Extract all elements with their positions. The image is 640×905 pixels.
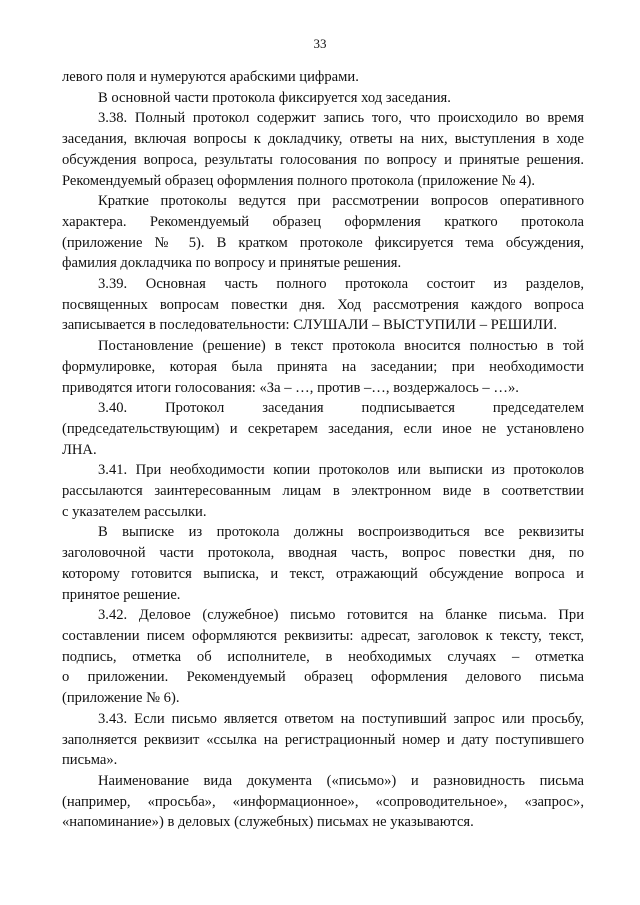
body-text <box>62 67 584 833</box>
text-line: 3.42. Деловое (служебное) письмо готовится на бланке письма. При <box>98 607 584 624</box>
paragraph-p-3-38 <box>62 108 584 191</box>
text-line: 3.40. Протокол заседания подписывается председателем <box>98 400 584 417</box>
text-line: ЛНА. <box>62 441 97 458</box>
text-line: 3.38. Полный протокол содержит запись того, что происходило во время <box>98 110 584 127</box>
paragraph-p-cont <box>62 67 584 88</box>
text-line: обсуждения вопроса, результаты голосования по вопросу и принятые решения. <box>62 151 584 168</box>
text-line: 3.43. Если письмо является ответом на поступивший запрос или просьбу, <box>98 710 584 727</box>
text-line: принятое решение. <box>62 586 181 603</box>
text-line: посвященных вопросам повестки дня. Ход рассмотрения каждого вопроса <box>62 296 584 313</box>
text-line: характера. Рекомендуемый образец оформления краткого протокола <box>62 213 584 230</box>
text-line: «напоминание») в деловых (служебных) письмах не указываются. <box>62 814 474 831</box>
text-line: В выписке из протокола должны воспроизводиться все реквизиты <box>98 524 584 541</box>
paragraph-p-decision <box>62 336 584 398</box>
paragraph-p-extract <box>62 522 584 605</box>
text-line: Наименование вида документа («письмо») и разновидность письма <box>98 772 584 789</box>
text-line: фамилия докладчика по вопросу и принятые решения. <box>62 255 402 272</box>
text-line: рассылаются заинтересованным лицам в электронном виде в соответствии <box>62 483 584 500</box>
text-line: (приложение № 6). <box>62 690 180 707</box>
text-line: Рекомендуемый образец оформления полного протокола (приложение № 4). <box>62 172 536 189</box>
paragraph-p-3-41 <box>62 460 584 522</box>
text-line: (например, «просьба», «информационное», «сопроводительное», «запрос», <box>62 793 584 810</box>
paragraph-p-3-42 <box>62 605 584 709</box>
paragraph-p-3-40 <box>62 398 584 460</box>
text-line: заполняется реквизит «ссылка на регистрационный номер и дату поступившего <box>62 731 584 748</box>
paragraph-p-letter-type <box>62 771 584 833</box>
text-line: Постановление (решение) в текст протокола вносится полностью в той <box>98 338 584 355</box>
text-line: 3.39. Основная часть полного протокола состоит из разделов, <box>98 276 584 293</box>
text-line: В основной части протокола фиксируется ход заседания. <box>98 89 451 106</box>
text-line: заседания, включая вопросы к докладчику, ответы на них, выступления в ходе <box>62 131 584 148</box>
text-line: с указателем рассылки. <box>62 503 207 520</box>
text-line: левого поля и нумеруются арабскими цифрами. <box>62 69 359 85</box>
text-line: 3.41. При необходимости копии протоколов или выписки из протоколов <box>98 462 584 479</box>
paragraph-p-3-39 <box>62 274 584 336</box>
text-line: заголовочной части протокола, вводная часть, вопрос повестки дня, по <box>62 545 584 562</box>
text-line: приводятся итоги голосования: «За – …, против –…, воздержалось – …». <box>62 379 519 396</box>
text-line: записывается в последовательности: СЛУШАЛИ – ВЫСТУПИЛИ – РЕШИЛИ. <box>62 317 558 334</box>
text-line: о приложении. Рекомендуемый образец оформления делового письма <box>62 669 584 686</box>
text-line: (приложение № 5). В кратком протоколе фиксируется тема обсуждения, <box>62 234 584 251</box>
text-line: Краткие протоколы ведутся при рассмотрении вопросов оперативного <box>98 193 584 210</box>
text-line: письма». <box>62 752 118 769</box>
page-number: 33 <box>313 36 327 51</box>
paragraph-p-main-part <box>62 88 584 109</box>
paragraph-p-3-43 <box>62 709 584 771</box>
text-line: формулировке, которая была принята на заседании; при необходимости <box>62 358 584 375</box>
text-line: которому готовится выписка, и текст, отражающий обсуждение вопроса и <box>62 565 584 582</box>
paragraph-p-brief <box>62 191 584 274</box>
text-line: (председательствующим) и секретарем заседания, если иное не установлено <box>62 420 584 437</box>
text-line: подпись, отметка об исполнителе, в необходимых случаях – отметка <box>62 648 584 665</box>
text-line: составлении писем оформляются реквизиты: адресат, заголовок к тексту, текст, <box>62 627 584 644</box>
